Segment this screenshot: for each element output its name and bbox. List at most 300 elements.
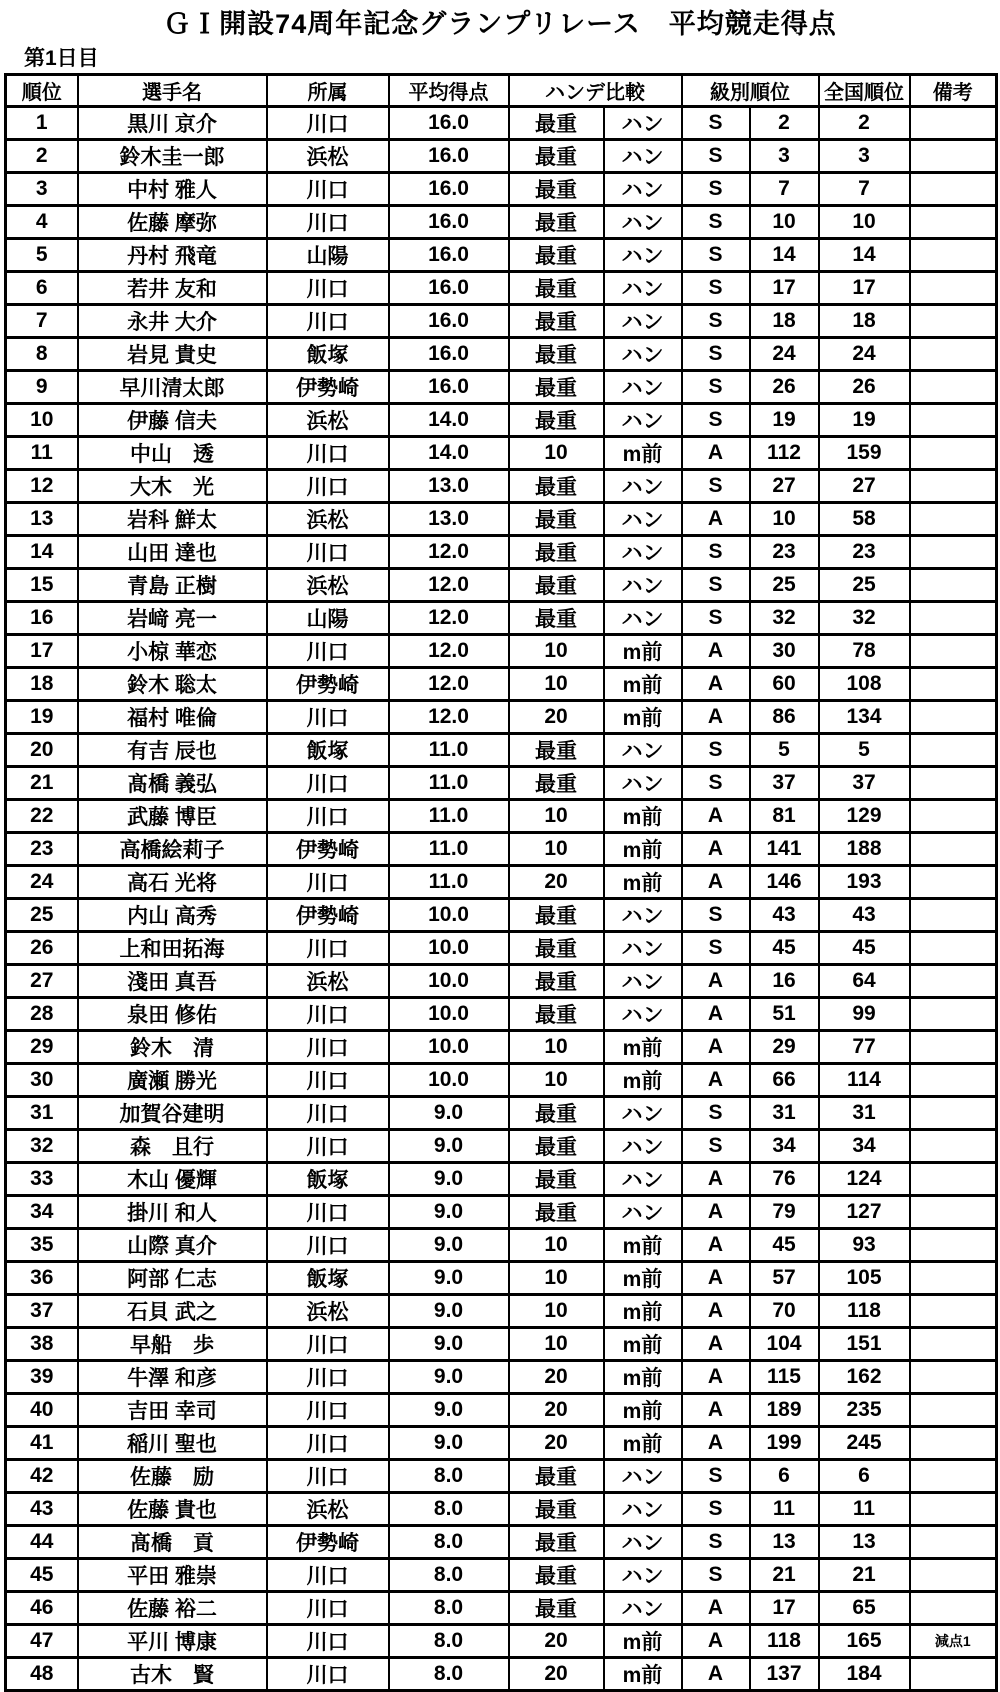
handicap-position-cell: ハン xyxy=(604,404,682,437)
racer-name-cell: 岩科 鮮太 xyxy=(78,503,267,536)
remarks-cell xyxy=(910,1262,997,1295)
affiliation-cell: 伊勢崎 xyxy=(267,833,389,866)
affiliation-cell: 川口 xyxy=(267,107,389,140)
national-rank-cell: 245 xyxy=(819,1427,910,1460)
class-cell: S xyxy=(682,734,750,767)
table-row xyxy=(6,767,997,800)
class-cell: A xyxy=(682,437,750,470)
national-rank-cell: 34 xyxy=(819,1130,910,1163)
remarks-cell xyxy=(910,602,997,635)
remarks-cell xyxy=(910,437,997,470)
table-row xyxy=(6,800,997,833)
handicap-weight-cell: 最重 xyxy=(509,305,604,338)
rank-cell: 11 xyxy=(6,437,78,470)
remarks-cell xyxy=(910,833,997,866)
class-cell: A xyxy=(682,1592,750,1625)
class-cell: A xyxy=(682,1262,750,1295)
class-cell: A xyxy=(682,1031,750,1064)
table-row xyxy=(6,536,997,569)
national-rank-cell: 184 xyxy=(819,1658,910,1691)
handicap-weight-cell: 10 xyxy=(509,635,604,668)
handicap-weight-cell: 最重 xyxy=(509,206,604,239)
class-rank-cell: 29 xyxy=(750,1031,819,1064)
rank-cell: 34 xyxy=(6,1196,78,1229)
handicap-position-cell: m前 xyxy=(604,1262,682,1295)
avg-score-cell: 11.0 xyxy=(389,866,509,899)
class-rank-cell: 104 xyxy=(750,1328,819,1361)
rank-cell: 32 xyxy=(6,1130,78,1163)
handicap-weight-cell: 最重 xyxy=(509,1493,604,1526)
class-cell: A xyxy=(682,1064,750,1097)
class-cell: S xyxy=(682,470,750,503)
rank-cell: 17 xyxy=(6,635,78,668)
class-cell: S xyxy=(682,305,750,338)
remarks-cell xyxy=(910,800,997,833)
col-header-rank: 順位 xyxy=(6,75,78,107)
avg-score-cell: 9.0 xyxy=(389,1328,509,1361)
avg-score-cell: 16.0 xyxy=(389,206,509,239)
class-cell: A xyxy=(682,800,750,833)
avg-score-cell: 13.0 xyxy=(389,470,509,503)
racer-name-cell: 中山 透 xyxy=(78,437,267,470)
handicap-weight-cell: 最重 xyxy=(509,239,604,272)
class-cell: A xyxy=(682,1625,750,1658)
rank-cell: 20 xyxy=(6,734,78,767)
handicap-position-cell: ハン xyxy=(604,1493,682,1526)
affiliation-cell: 川口 xyxy=(267,1658,389,1691)
class-cell: S xyxy=(682,1559,750,1592)
table-row xyxy=(6,668,997,701)
remarks-cell xyxy=(910,1031,997,1064)
racer-name-cell: 福村 唯倫 xyxy=(78,701,267,734)
handicap-position-cell: m前 xyxy=(604,701,682,734)
handicap-position-cell: m前 xyxy=(604,635,682,668)
affiliation-cell: 伊勢崎 xyxy=(267,1526,389,1559)
rank-cell: 38 xyxy=(6,1328,78,1361)
remarks-cell xyxy=(910,1427,997,1460)
handicap-position-cell: m前 xyxy=(604,1064,682,1097)
remarks-cell xyxy=(910,1460,997,1493)
national-rank-cell: 2 xyxy=(819,107,910,140)
class-cell: A xyxy=(682,866,750,899)
racer-name-cell: 森 且行 xyxy=(78,1130,267,1163)
national-rank-cell: 134 xyxy=(819,701,910,734)
table-row xyxy=(6,1493,997,1526)
remarks-cell xyxy=(910,371,997,404)
class-cell: S xyxy=(682,107,750,140)
handicap-position-cell: ハン xyxy=(604,998,682,1031)
table-row xyxy=(6,998,997,1031)
class-rank-cell: 2 xyxy=(750,107,819,140)
handicap-position-cell: ハン xyxy=(604,503,682,536)
col-header-affiliation: 所属 xyxy=(267,75,389,107)
remarks-cell xyxy=(910,1196,997,1229)
rank-cell: 44 xyxy=(6,1526,78,1559)
handicap-position-cell: ハン xyxy=(604,140,682,173)
national-rank-cell: 165 xyxy=(819,1625,910,1658)
avg-score-cell: 13.0 xyxy=(389,503,509,536)
rank-cell: 14 xyxy=(6,536,78,569)
handicap-weight-cell: 20 xyxy=(509,701,604,734)
rank-cell: 43 xyxy=(6,1493,78,1526)
racer-name-cell: 平川 博康 xyxy=(78,1625,267,1658)
racer-name-cell: 若井 友和 xyxy=(78,272,267,305)
class-rank-cell: 19 xyxy=(750,404,819,437)
table-row xyxy=(6,371,997,404)
class-cell: A xyxy=(682,1658,750,1691)
rank-cell: 41 xyxy=(6,1427,78,1460)
rank-cell: 48 xyxy=(6,1658,78,1691)
handicap-weight-cell: 20 xyxy=(509,1658,604,1691)
racer-name-cell: 中村 雅人 xyxy=(78,173,267,206)
national-rank-cell: 18 xyxy=(819,305,910,338)
avg-score-cell: 16.0 xyxy=(389,305,509,338)
rank-cell: 42 xyxy=(6,1460,78,1493)
national-rank-cell: 32 xyxy=(819,602,910,635)
national-rank-cell: 6 xyxy=(819,1460,910,1493)
table-row xyxy=(6,437,997,470)
racer-name-cell: 泉田 修佑 xyxy=(78,998,267,1031)
class-rank-cell: 37 xyxy=(750,767,819,800)
national-rank-cell: 23 xyxy=(819,536,910,569)
class-rank-cell: 137 xyxy=(750,1658,819,1691)
handicap-position-cell: ハン xyxy=(604,1592,682,1625)
table-row xyxy=(6,1295,997,1328)
national-rank-cell: 31 xyxy=(819,1097,910,1130)
handicap-weight-cell: 最重 xyxy=(509,140,604,173)
table-row xyxy=(6,1262,997,1295)
handicap-weight-cell: 最重 xyxy=(509,569,604,602)
racer-name-cell: 丹村 飛竜 xyxy=(78,239,267,272)
handicap-weight-cell: 最重 xyxy=(509,272,604,305)
col-header-remarks: 備考 xyxy=(910,75,997,107)
remarks-cell xyxy=(910,932,997,965)
table-row xyxy=(6,206,997,239)
class-cell: A xyxy=(682,965,750,998)
avg-score-cell: 16.0 xyxy=(389,239,509,272)
class-rank-cell: 3 xyxy=(750,140,819,173)
affiliation-cell: 浜松 xyxy=(267,1295,389,1328)
remarks-cell xyxy=(910,503,997,536)
handicap-position-cell: ハン xyxy=(604,965,682,998)
table-row xyxy=(6,866,997,899)
national-rank-cell: 5 xyxy=(819,734,910,767)
table-row xyxy=(6,239,997,272)
table-row xyxy=(6,932,997,965)
remarks-cell xyxy=(910,107,997,140)
class-rank-cell: 31 xyxy=(750,1097,819,1130)
table-row xyxy=(6,338,997,371)
racer-name-cell: 木山 優輝 xyxy=(78,1163,267,1196)
table-row xyxy=(6,173,997,206)
class-cell: S xyxy=(682,1460,750,1493)
table-row xyxy=(6,1460,997,1493)
class-rank-cell: 115 xyxy=(750,1361,819,1394)
national-rank-cell: 24 xyxy=(819,338,910,371)
handicap-position-cell: ハン xyxy=(604,206,682,239)
handicap-position-cell: m前 xyxy=(604,866,682,899)
rank-cell: 46 xyxy=(6,1592,78,1625)
rank-cell: 2 xyxy=(6,140,78,173)
handicap-position-cell: ハン xyxy=(604,272,682,305)
handicap-weight-cell: 20 xyxy=(509,1625,604,1658)
affiliation-cell: 川口 xyxy=(267,206,389,239)
handicap-weight-cell: 最重 xyxy=(509,503,604,536)
affiliation-cell: 川口 xyxy=(267,470,389,503)
remarks-cell xyxy=(910,1658,997,1691)
racer-name-cell: 大木 光 xyxy=(78,470,267,503)
affiliation-cell: 川口 xyxy=(267,1196,389,1229)
remarks-cell xyxy=(910,899,997,932)
handicap-position-cell: m前 xyxy=(604,1328,682,1361)
affiliation-cell: 川口 xyxy=(267,1361,389,1394)
affiliation-cell: 浜松 xyxy=(267,404,389,437)
handicap-position-cell: ハン xyxy=(604,602,682,635)
rank-cell: 16 xyxy=(6,602,78,635)
remarks-cell: 減点1 xyxy=(910,1625,997,1658)
class-rank-cell: 17 xyxy=(750,1592,819,1625)
handicap-weight-cell: 最重 xyxy=(509,602,604,635)
racer-name-cell: 武藤 博臣 xyxy=(78,800,267,833)
class-cell: A xyxy=(682,833,750,866)
racer-name-cell: 吉田 幸司 xyxy=(78,1394,267,1427)
rank-cell: 27 xyxy=(6,965,78,998)
avg-score-cell: 9.0 xyxy=(389,1097,509,1130)
national-rank-cell: 19 xyxy=(819,404,910,437)
racer-name-cell: 山田 達也 xyxy=(78,536,267,569)
national-rank-cell: 58 xyxy=(819,503,910,536)
racer-name-cell: 伊藤 信夫 xyxy=(78,404,267,437)
remarks-cell xyxy=(910,173,997,206)
table-row xyxy=(6,272,997,305)
avg-score-cell: 12.0 xyxy=(389,635,509,668)
affiliation-cell: 飯塚 xyxy=(267,1163,389,1196)
class-cell: S xyxy=(682,1130,750,1163)
table-row xyxy=(6,1658,997,1691)
class-cell: S xyxy=(682,1493,750,1526)
rank-cell: 21 xyxy=(6,767,78,800)
national-rank-cell: 14 xyxy=(819,239,910,272)
affiliation-cell: 飯塚 xyxy=(267,734,389,767)
remarks-cell xyxy=(910,866,997,899)
handicap-weight-cell: 10 xyxy=(509,800,604,833)
rank-cell: 26 xyxy=(6,932,78,965)
affiliation-cell: 川口 xyxy=(267,1097,389,1130)
national-rank-cell: 105 xyxy=(819,1262,910,1295)
rank-cell: 1 xyxy=(6,107,78,140)
class-rank-cell: 57 xyxy=(750,1262,819,1295)
racer-name-cell: 山際 真介 xyxy=(78,1229,267,1262)
table-row xyxy=(6,1394,997,1427)
class-cell: S xyxy=(682,899,750,932)
table-row xyxy=(6,1064,997,1097)
remarks-cell xyxy=(910,1592,997,1625)
national-rank-cell: 11 xyxy=(819,1493,910,1526)
handicap-weight-cell: 10 xyxy=(509,1328,604,1361)
affiliation-cell: 山陽 xyxy=(267,602,389,635)
avg-score-cell: 10.0 xyxy=(389,998,509,1031)
class-rank-cell: 17 xyxy=(750,272,819,305)
class-rank-cell: 27 xyxy=(750,470,819,503)
table-row xyxy=(6,1031,997,1064)
national-rank-cell: 127 xyxy=(819,1196,910,1229)
handicap-weight-cell: 10 xyxy=(509,1229,604,1262)
class-rank-cell: 86 xyxy=(750,701,819,734)
racer-name-cell: 永井 大介 xyxy=(78,305,267,338)
national-rank-cell: 10 xyxy=(819,206,910,239)
class-cell: S xyxy=(682,1526,750,1559)
affiliation-cell: 川口 xyxy=(267,305,389,338)
class-rank-cell: 23 xyxy=(750,536,819,569)
rank-cell: 18 xyxy=(6,668,78,701)
affiliation-cell: 川口 xyxy=(267,1031,389,1064)
handicap-weight-cell: 20 xyxy=(509,866,604,899)
racer-name-cell: 牛澤 和彦 xyxy=(78,1361,267,1394)
affiliation-cell: 川口 xyxy=(267,437,389,470)
day-label: 第1日目 xyxy=(24,47,99,70)
rank-cell: 6 xyxy=(6,272,78,305)
racer-name-cell: 高橋絵莉子 xyxy=(78,833,267,866)
avg-score-cell: 12.0 xyxy=(389,668,509,701)
remarks-cell xyxy=(910,1295,997,1328)
class-rank-cell: 76 xyxy=(750,1163,819,1196)
class-rank-cell: 18 xyxy=(750,305,819,338)
avg-score-cell: 14.0 xyxy=(389,404,509,437)
handicap-weight-cell: 20 xyxy=(509,1361,604,1394)
affiliation-cell: 川口 xyxy=(267,701,389,734)
national-rank-cell: 235 xyxy=(819,1394,910,1427)
rank-cell: 45 xyxy=(6,1559,78,1592)
rank-cell: 37 xyxy=(6,1295,78,1328)
handicap-position-cell: ハン xyxy=(604,1130,682,1163)
remarks-cell xyxy=(910,1064,997,1097)
avg-score-cell: 8.0 xyxy=(389,1493,509,1526)
handicap-position-cell: m前 xyxy=(604,668,682,701)
class-cell: S xyxy=(682,1097,750,1130)
avg-score-cell: 10.0 xyxy=(389,1031,509,1064)
col-header-handicap: ハンデ比較 xyxy=(509,75,682,107)
handicap-weight-cell: 20 xyxy=(509,1394,604,1427)
handicap-position-cell: ハン xyxy=(604,107,682,140)
class-rank-cell: 81 xyxy=(750,800,819,833)
remarks-cell xyxy=(910,338,997,371)
national-rank-cell: 64 xyxy=(819,965,910,998)
table-row xyxy=(6,965,997,998)
handicap-weight-cell: 最重 xyxy=(509,1526,604,1559)
class-rank-cell: 34 xyxy=(750,1130,819,1163)
handicap-weight-cell: 最重 xyxy=(509,998,604,1031)
class-cell: S xyxy=(682,569,750,602)
col-header-racer-name: 選手名 xyxy=(78,75,267,107)
racer-name-cell: 佐藤 貴也 xyxy=(78,1493,267,1526)
national-rank-cell: 151 xyxy=(819,1328,910,1361)
class-rank-cell: 32 xyxy=(750,602,819,635)
handicap-weight-cell: 最重 xyxy=(509,470,604,503)
handicap-weight-cell: 最重 xyxy=(509,1559,604,1592)
class-cell: S xyxy=(682,239,750,272)
col-header-class-rank: 級別順位 xyxy=(682,75,819,107)
class-cell: S xyxy=(682,173,750,206)
national-rank-cell: 108 xyxy=(819,668,910,701)
rank-cell: 33 xyxy=(6,1163,78,1196)
class-cell: A xyxy=(682,635,750,668)
class-cell: S xyxy=(682,338,750,371)
national-rank-cell: 193 xyxy=(819,866,910,899)
remarks-cell xyxy=(910,1328,997,1361)
handicap-position-cell: ハン xyxy=(604,1163,682,1196)
affiliation-cell: 川口 xyxy=(267,866,389,899)
col-header-avg-score: 平均得点 xyxy=(389,75,509,107)
national-rank-cell: 78 xyxy=(819,635,910,668)
handicap-weight-cell: 最重 xyxy=(509,932,604,965)
avg-score-cell: 9.0 xyxy=(389,1196,509,1229)
avg-score-cell: 10.0 xyxy=(389,899,509,932)
rank-cell: 3 xyxy=(6,173,78,206)
results-table-body xyxy=(6,107,997,1691)
table-row xyxy=(6,899,997,932)
national-rank-cell: 26 xyxy=(819,371,910,404)
rank-cell: 23 xyxy=(6,833,78,866)
remarks-cell xyxy=(910,1493,997,1526)
handicap-weight-cell: 最重 xyxy=(509,1592,604,1625)
rank-cell: 29 xyxy=(6,1031,78,1064)
avg-score-cell: 9.0 xyxy=(389,1394,509,1427)
handicap-weight-cell: 最重 xyxy=(509,1130,604,1163)
class-cell: A xyxy=(682,1163,750,1196)
class-rank-cell: 7 xyxy=(750,173,819,206)
racer-name-cell: 石貝 武之 xyxy=(78,1295,267,1328)
handicap-position-cell: ハン xyxy=(604,734,682,767)
racer-name-cell: 青島 正樹 xyxy=(78,569,267,602)
remarks-cell xyxy=(910,239,997,272)
class-rank-cell: 10 xyxy=(750,206,819,239)
rank-cell: 31 xyxy=(6,1097,78,1130)
handicap-position-cell: m前 xyxy=(604,1427,682,1460)
rank-cell: 9 xyxy=(6,371,78,404)
handicap-position-cell: ハン xyxy=(604,470,682,503)
handicap-weight-cell: 最重 xyxy=(509,899,604,932)
affiliation-cell: 伊勢崎 xyxy=(267,371,389,404)
racer-name-cell: 小椋 華恋 xyxy=(78,635,267,668)
table-row xyxy=(6,1526,997,1559)
racer-name-cell: 加賀谷建明 xyxy=(78,1097,267,1130)
remarks-cell xyxy=(910,1229,997,1262)
affiliation-cell: 川口 xyxy=(267,1625,389,1658)
racer-name-cell: 岩見 貴史 xyxy=(78,338,267,371)
handicap-weight-cell: 最重 xyxy=(509,536,604,569)
racer-name-cell: 稲川 聖也 xyxy=(78,1427,267,1460)
class-rank-cell: 24 xyxy=(750,338,819,371)
rank-cell: 5 xyxy=(6,239,78,272)
national-rank-cell: 99 xyxy=(819,998,910,1031)
handicap-weight-cell: 10 xyxy=(509,1031,604,1064)
remarks-cell xyxy=(910,140,997,173)
avg-score-cell: 16.0 xyxy=(389,140,509,173)
affiliation-cell: 川口 xyxy=(267,536,389,569)
rank-cell: 28 xyxy=(6,998,78,1031)
rank-cell: 25 xyxy=(6,899,78,932)
table-row xyxy=(6,305,997,338)
avg-score-cell: 9.0 xyxy=(389,1130,509,1163)
handicap-position-cell: ハン xyxy=(604,569,682,602)
table-row xyxy=(6,701,997,734)
rank-cell: 8 xyxy=(6,338,78,371)
handicap-position-cell: m前 xyxy=(604,1295,682,1328)
table-row xyxy=(6,470,997,503)
handicap-weight-cell: 最重 xyxy=(509,1196,604,1229)
rank-cell: 15 xyxy=(6,569,78,602)
national-rank-cell: 188 xyxy=(819,833,910,866)
